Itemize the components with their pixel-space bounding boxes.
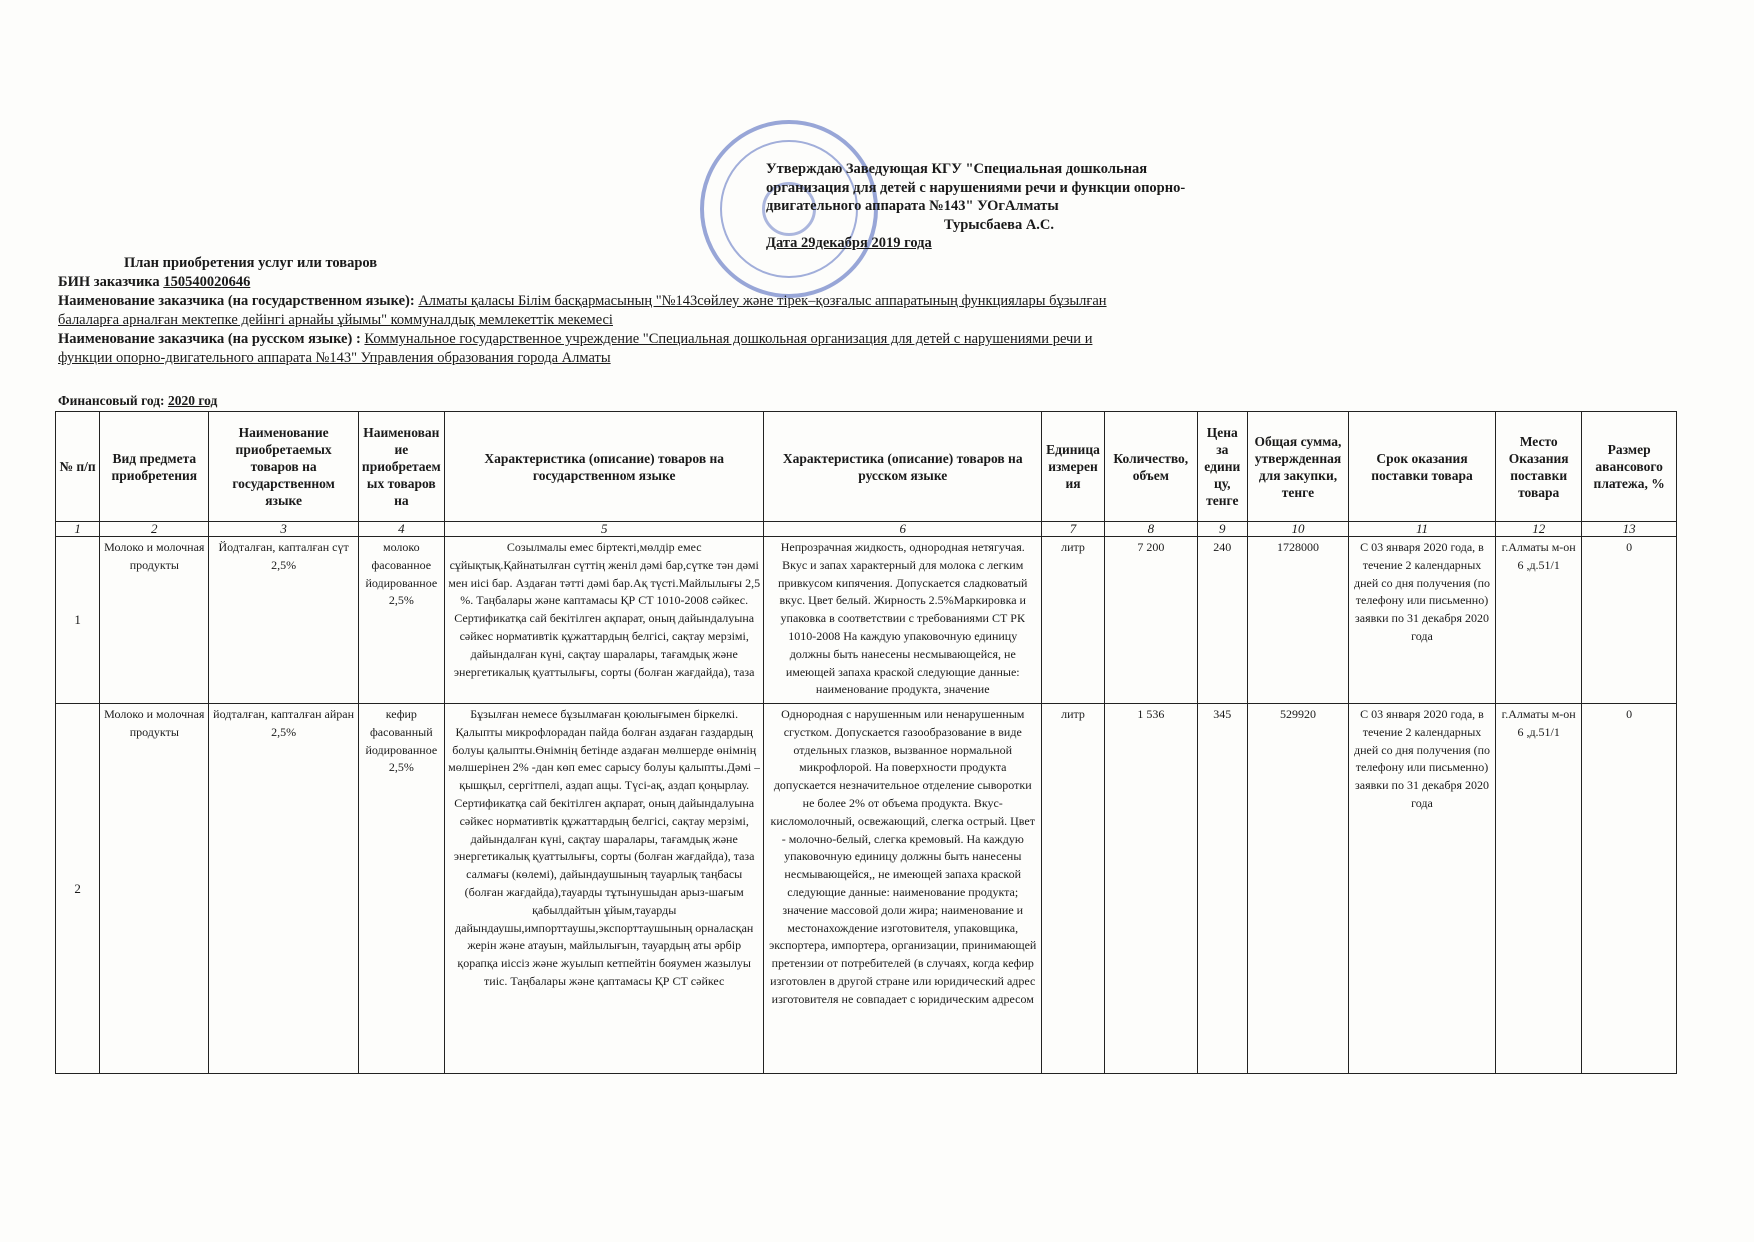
row-name-kz: Йодталған, капталған сүт 2,5% — [209, 537, 358, 704]
col-header-unit: Единица измерения — [1042, 412, 1105, 522]
col-header-name-kz: Наименование приобретаемых товаров на государственном языке — [209, 412, 358, 522]
col-header-total: Общая сумма, утвержденная для закупки, тенге — [1248, 412, 1349, 522]
row-desc-ru-text: Однородная с нарушенным или ненарушенным сгустком. Допускается газообразование в виде отдельных глазков, вызванное нормальной микрофлорой. На поверхности продукта допускается незначительное отделение сыворотки не более 2% от объема продукта. Вкус-кисломолочный, освежающий, слегка острый. Цвет - молочно-белый, слегка кремовый. На каждую упаковочную единицу должны быть нанесены несмывающейся,, не имеющей запаха краской следующие данные: наименование продукта; значение массовой доли жира; наименование и местонахождение изготовителя, упаковщика, экспортера, импортера, организации, принимающей претензии от потребителей (в случаях, когда кефир изготовлен в другой стране или юридический адрес изготовителя не совпадает с юридическим адресом — [769, 707, 1037, 1006]
row-desc-kz — [444, 537, 764, 704]
customer-name-ru-row — [58, 330, 1198, 349]
col-number: 2 — [100, 522, 209, 537]
row-place: г.Алматы м-он 6 ,д.51/1 — [1496, 704, 1582, 1074]
document-header — [58, 254, 1198, 368]
row-advance: 0 — [1582, 537, 1677, 704]
financial-year-label: Финансовый год: — [58, 393, 168, 408]
approval-signatory: Турысбаева А.С. — [944, 216, 1055, 233]
row-desc-kz-text: Бұзылған немесе бұзылмаған қоюлығымен біркелкі. Қалыпты микрофлорадан пайда болған аздаған газдардың болуы қалыпты.Өнімнің бетінде аздаған мөлшерде өнімнің мөлшерінен 2% -дан көп емес сарысу болуы қалыпты.Дәмі – қышқыл, сергітпелі, аздап ащы. Түсі-ақ, аздап қоңырлау. Сертификатқа сай бекітілген ақпарат, оның дайындалуына сәйкес нормативтік құжаттардың белгісі, сақтау мерзімі, дайындалған күні, сақтау шаралары, тағамдық және энергетикалық қуаттылығы, сорты (болған жағдайда), таза салмағы (көлемі), дайындаушының тауарлық таңбасы (болған жағдайда),тауарды тұтынушыдан арыз-шағым қабылдайтын ұйым,тауарды дайындаушы,импорттаушы,экспорттаушының орналасқан жерін және атауын, майлылығын, тауардың аты әрбір қорапқа иіссіз және жуылып кетпейтін бояумен жазылуы тиіс. Таңбалары және қаптамасы ҚР СТ сәйкес — [448, 707, 761, 988]
row-unit: литр — [1042, 537, 1105, 704]
row-name-kz: йодталған, капталған айран 2,5% — [209, 704, 358, 1074]
approval-date: Дата 29декабря 2019 года — [766, 235, 932, 251]
bin-row — [58, 273, 1198, 292]
table-row — [56, 537, 1677, 704]
col-number: 3 — [209, 522, 358, 537]
col-number: 9 — [1197, 522, 1247, 537]
col-header-number: № п/п — [56, 412, 100, 522]
row-term: С 03 января 2020 года, в течение 2 календарных дней со дня получения (по телефону или письменно) заявки по 31 декабря 2020 года — [1348, 704, 1495, 1074]
page-title: План приобретения услуг или товаров — [124, 255, 378, 271]
table-header-row — [56, 412, 1677, 522]
col-number: 7 — [1042, 522, 1105, 537]
row-price: 345 — [1197, 704, 1247, 1074]
table-column-numbers-row — [56, 522, 1677, 537]
col-number: 5 — [444, 522, 764, 537]
row-desc-kz-text: Созылмалы емес біртекті,мөлдір емес сұйықтық.Қайнатылған сүттің женіл дәмі бар,сүтке тән дәмі мен иісі бар. Аздаған тәтті дәмі бар.Ақ түсті.Майлылығы 2,5 %. Таңбалары және каптамасы ҚР СТ 1010-2008 сәйкес. Сертификатқа сай бекітілген ақпарат, оның дайындалуына сәйкес нормативтік құжаттардың белгісі, сақтау мерзімі, дайындалған күні, сақтау шаралары, тағамдық және энергетикалық қуаттылығы, сорты (болған жағдайда), таза — [448, 540, 761, 679]
row-type: Молоко и молочная продукты — [100, 537, 209, 704]
col-header-desc-ru: Характеристика (описание) товаров на русском языке — [764, 412, 1042, 522]
row-price: 240 — [1197, 537, 1247, 704]
col-number: 1 — [56, 522, 100, 537]
customer-name-kz-value-2: балаларға арналған мектепке дейінгі арнайы ұйымы" коммуналдық мемлекеттік мекемесі — [58, 312, 613, 328]
row-desc-ru — [764, 704, 1042, 1074]
financial-year — [58, 393, 217, 409]
row-number: 2 — [56, 704, 100, 1074]
row-qty: 1 536 — [1105, 704, 1198, 1074]
customer-name-kz-label: Наименование заказчика (на государственном языке): — [58, 293, 419, 309]
row-total: 1728000 — [1248, 537, 1349, 704]
col-number: 8 — [1105, 522, 1198, 537]
approval-line-3: двигательного аппарата №143" УОгАлматы — [766, 198, 1059, 214]
col-number: 11 — [1348, 522, 1495, 537]
bin-value: 150540020646 — [163, 274, 251, 290]
col-header-qty: Количество, объем — [1105, 412, 1198, 522]
customer-name-kz-row-2 — [58, 311, 1198, 330]
col-number: 6 — [764, 522, 1042, 537]
col-header-term: Срок оказания поставки товара — [1348, 412, 1495, 522]
row-qty: 7 200 — [1105, 537, 1198, 704]
col-header-place: Место Оказания поставки товара — [1496, 412, 1582, 522]
customer-name-kz-row — [58, 292, 1198, 311]
row-name-ru: кефир фасованный йодированное 2,5% — [358, 704, 444, 1074]
approval-line-1: Утверждаю Заведующая КГУ "Специальная дошкольная — [766, 161, 1148, 177]
customer-name-ru-row-2 — [58, 349, 1198, 368]
row-term: С 03 января 2020 года, в течение 2 календарных дней со дня получения (по телефону или письменно) заявки по 31 декабря 2020 года — [1348, 537, 1495, 704]
row-type: Молоко и молочная продукты — [100, 704, 209, 1074]
customer-name-kz-value-1: Алматы қаласы Білім басқармасының "№143сөйлеу және тірек–қозғалыс аппаратының функциялары бұзылған — [418, 293, 1107, 309]
approval-line-2: организация для детей с нарушениями речи и функции опорно- — [766, 179, 1186, 196]
customer-name-ru-value-1: Коммунальное государственное учреждение "Специальная дошкольная организация для детей с нарушениями речи и — [364, 331, 1093, 347]
bin-label: БИН заказчика — [58, 274, 164, 290]
col-header-price: Цена за единицу, тенге — [1197, 412, 1247, 522]
table-row — [56, 704, 1677, 1074]
col-header-name-ru: Наименование приобретаемых товаров на — [358, 412, 444, 522]
row-name-ru: молоко фасованное йодированное 2,5% — [358, 537, 444, 704]
row-advance: 0 — [1582, 704, 1677, 1074]
col-header-desc-kz: Характеристика (описание) товаров на государственном языке — [444, 412, 764, 522]
customer-name-ru-value-2: функции опорно-двигательного аппарата №143" Управления образования города Алматы — [58, 350, 611, 366]
row-place: г.Алматы м-он 6 ,д.51/1 — [1496, 537, 1582, 704]
row-unit: литр — [1042, 704, 1105, 1074]
approval-block — [766, 160, 1246, 253]
row-number: 1 — [56, 537, 100, 704]
col-header-type: Вид предмета приобретения — [100, 412, 209, 522]
row-desc-kz — [444, 704, 764, 1074]
col-number: 13 — [1582, 522, 1677, 537]
col-number: 12 — [1496, 522, 1582, 537]
col-number: 10 — [1248, 522, 1349, 537]
row-desc-ru-text: Непрозрачная жидкость, однородная нетягучая. Вкус и запах характерный для молока с легким привкусом кипячения. Допускается сладковатый вкус. Цвет белый. Жирность 2.5%Маркировка и упаковка в соответствии с требованиями СТ РК 1010-2008 На каждую упаковочную единицу должны быть нанесены несмывающейся, не имеющей запаха краской следующие данные: наименование продукта, значение — [778, 540, 1028, 697]
col-number: 4 — [358, 522, 444, 537]
financial-year-value: 2020 год — [167, 393, 218, 408]
customer-name-ru-label: Наименование заказчика (на русском языке) : — [58, 331, 365, 347]
col-header-advance: Размер авансового платежа, % — [1582, 412, 1677, 522]
row-total: 529920 — [1248, 704, 1349, 1074]
row-desc-ru — [764, 537, 1042, 704]
procurement-plan-table — [55, 411, 1677, 1074]
